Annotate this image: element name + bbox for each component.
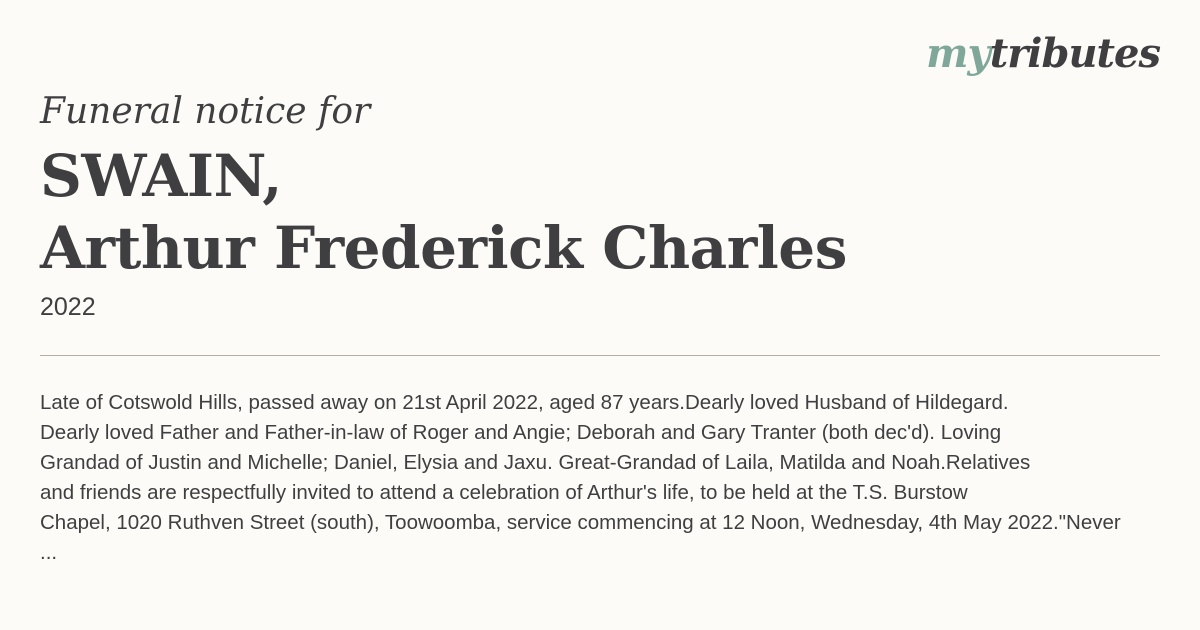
logo-part-tributes: tributes [989, 30, 1160, 77]
notice-body-line: and friends are respectfully invited to attend a celebration of Arthur's life, to be held at the T.S. Burstow [40, 481, 968, 504]
notice-body-line: Late of Cotswold Hills, passed away on 21st April 2022, aged 87 years.Dearly loved Husband of Hildegard. [40, 391, 1009, 414]
notice-body [40, 388, 1195, 568]
mytributes-logo[interactable] [926, 30, 1160, 77]
notice-body-line: Chapel, 1020 Ruthven Street (south), Toowoomba, service commencing at 12 Noon, Wednesday, 4th May 2022."Never [40, 511, 1121, 534]
notice-body-ellipsis: ... [40, 541, 58, 564]
notice-body-line: Grandad of Justin and Michelle; Daniel, Elysia and Jaxu. Great-Grandad of Laila, Matilda and Noah.Relatives [40, 451, 1031, 474]
deceased-given-names: Arthur Frederick Charles [40, 214, 847, 282]
notice-year: 2022 [40, 293, 96, 321]
section-divider [40, 355, 1160, 356]
deceased-surname: SWAIN, [40, 142, 282, 210]
deceased-name [40, 140, 847, 284]
notice-body-line: Dearly loved Father and Father-in-law of Roger and Angie; Deborah and Gary Tranter (both dec'd). Loving [40, 421, 1002, 444]
logo-part-my: my [926, 30, 990, 77]
notice-kicker: Funeral notice for [40, 91, 371, 132]
